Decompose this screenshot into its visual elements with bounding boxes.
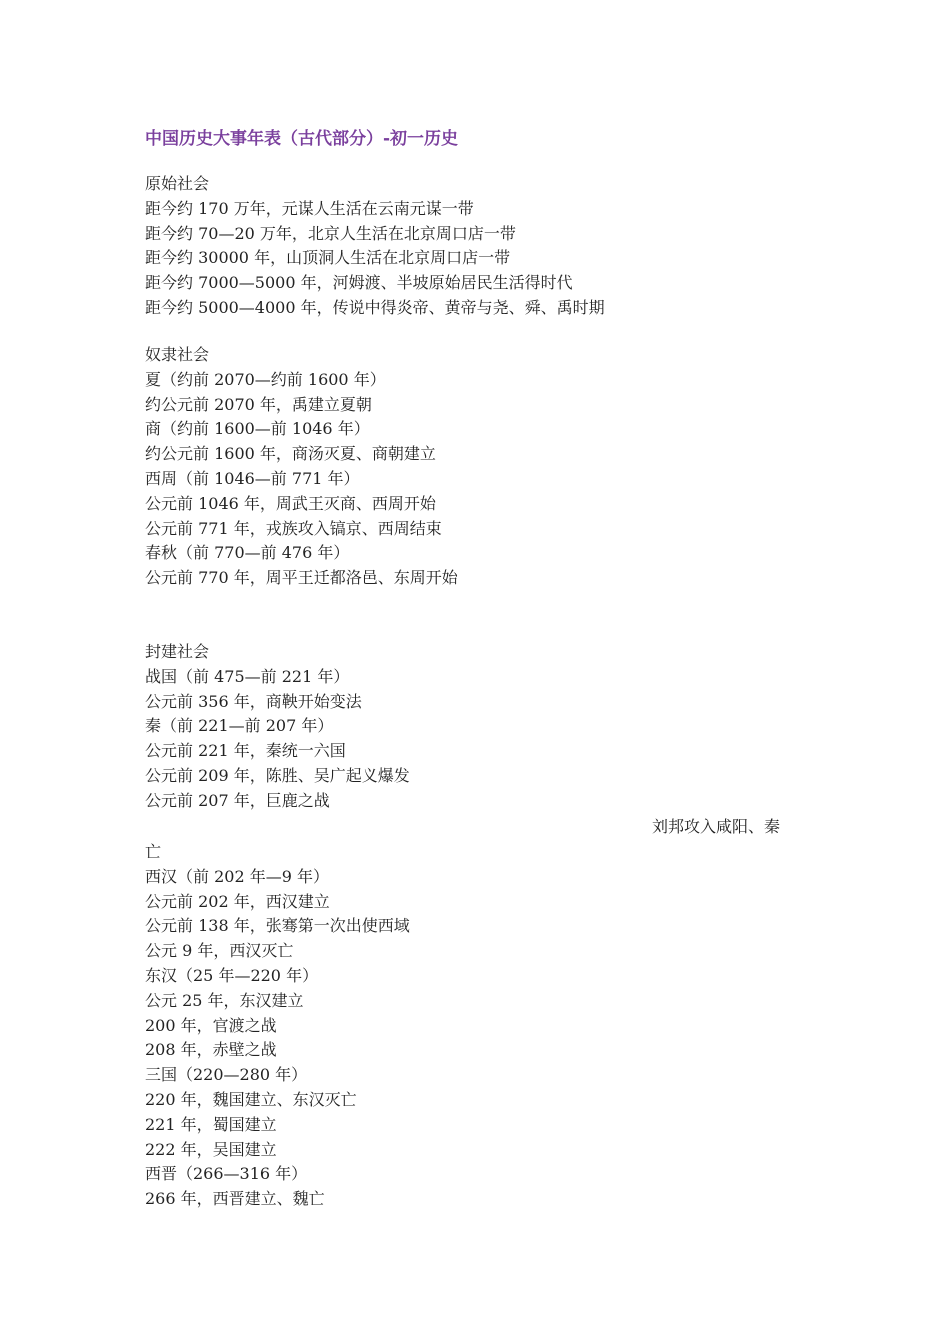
timeline-entry: 公元前 221 年，秦统一六国 bbox=[145, 741, 346, 761]
timeline-entry: 221 年，蜀国建立 bbox=[145, 1114, 277, 1134]
timeline-entry: 208 年，赤壁之战 bbox=[145, 1040, 277, 1060]
dynasty-heading: 秦（前 221—前 207 年） bbox=[145, 716, 334, 736]
timeline-entry: 距今约 30000 年，山顶洞人生活在北京周口店一带 bbox=[145, 248, 511, 268]
timeline-entry: 公元前 1046 年，周武王灭商、西周开始 bbox=[145, 493, 436, 513]
dynasty-heading: 商（约前 1600—前 1046 年） bbox=[145, 419, 370, 439]
dynasty-heading: 西晋（266—316 年） bbox=[145, 1164, 308, 1184]
timeline-entry: 公元前 770 年，周平王迁都洛邑、东周开始 bbox=[145, 568, 458, 588]
timeline-entry: 222 年，吴国建立 bbox=[145, 1139, 277, 1159]
timeline-entry: 约公元前 1600 年，商汤灭夏、商朝建立 bbox=[145, 444, 436, 464]
wrapped-entry-continuation: 刘邦攻入咸阳、秦 bbox=[652, 817, 781, 836]
dynasty-heading: 西周（前 1046—前 771 年） bbox=[145, 468, 360, 488]
document-title: 中国历史大事年表（古代部分）-初一历史 bbox=[145, 129, 459, 149]
timeline-entry: 公元前 207 年，巨鹿之战 bbox=[145, 790, 330, 810]
timeline-entry: 266 年，西晋建立、魏亡 bbox=[145, 1189, 325, 1209]
section-primitive-society bbox=[145, 172, 605, 321]
section-heading: 原始社会 bbox=[145, 174, 210, 193]
section-feudal-society bbox=[145, 640, 410, 814]
section-heading: 奴隶社会 bbox=[145, 345, 210, 364]
section-heading: 封建社会 bbox=[145, 642, 210, 661]
dynasty-heading: 夏（约前 2070—约前 1600 年） bbox=[145, 369, 386, 389]
dynasty-heading: 东汉（25 年—220 年） bbox=[145, 965, 319, 985]
wrapped-entry-tail: 亡 bbox=[145, 842, 162, 861]
timeline-entry: 公元前 771 年，戎族攻入镐京、西周结束 bbox=[145, 518, 442, 538]
timeline-entry: 公元前 138 年，张骞第一次出使西域 bbox=[145, 916, 410, 936]
timeline-entry: 200 年，官渡之战 bbox=[145, 1015, 277, 1035]
timeline-entry: 距今约 5000—4000 年，传说中得炎帝、黄帝与尧、舜、禹时期 bbox=[145, 297, 605, 317]
timeline-entry: 距今约 170 万年，元谋人生活在云南元谋一带 bbox=[145, 198, 474, 218]
dynasty-heading: 春秋（前 770—前 476 年） bbox=[145, 543, 350, 563]
timeline-entry: 距今约 70—20 万年，北京人生活在北京周口店一带 bbox=[145, 223, 516, 243]
section-slave-society bbox=[145, 343, 458, 591]
timeline-entry: 距今约 7000—5000 年，河姆渡、半坡原始居民生活得时代 bbox=[145, 273, 573, 293]
dynasty-heading: 西汉（前 202 年—9 年） bbox=[145, 866, 329, 886]
timeline-entry: 约公元前 2070 年，禹建立夏朝 bbox=[145, 394, 372, 414]
timeline-entry: 公元前 202 年，西汉建立 bbox=[145, 891, 330, 911]
dynasty-heading: 战国（前 475—前 221 年） bbox=[145, 666, 350, 686]
timeline-entry: 公元 9 年，西汉灭亡 bbox=[145, 941, 294, 961]
dynasty-heading: 三国（220—280 年） bbox=[145, 1065, 308, 1085]
timeline-entry: 220 年，魏国建立、东汉灭亡 bbox=[145, 1089, 357, 1109]
section-feudal-society-continued bbox=[145, 840, 410, 1212]
timeline-entry: 公元前 356 年，商鞅开始变法 bbox=[145, 691, 362, 711]
timeline-entry: 公元 25 年，东汉建立 bbox=[145, 990, 304, 1010]
timeline-entry: 公元前 209 年，陈胜、吴广起义爆发 bbox=[145, 765, 410, 785]
